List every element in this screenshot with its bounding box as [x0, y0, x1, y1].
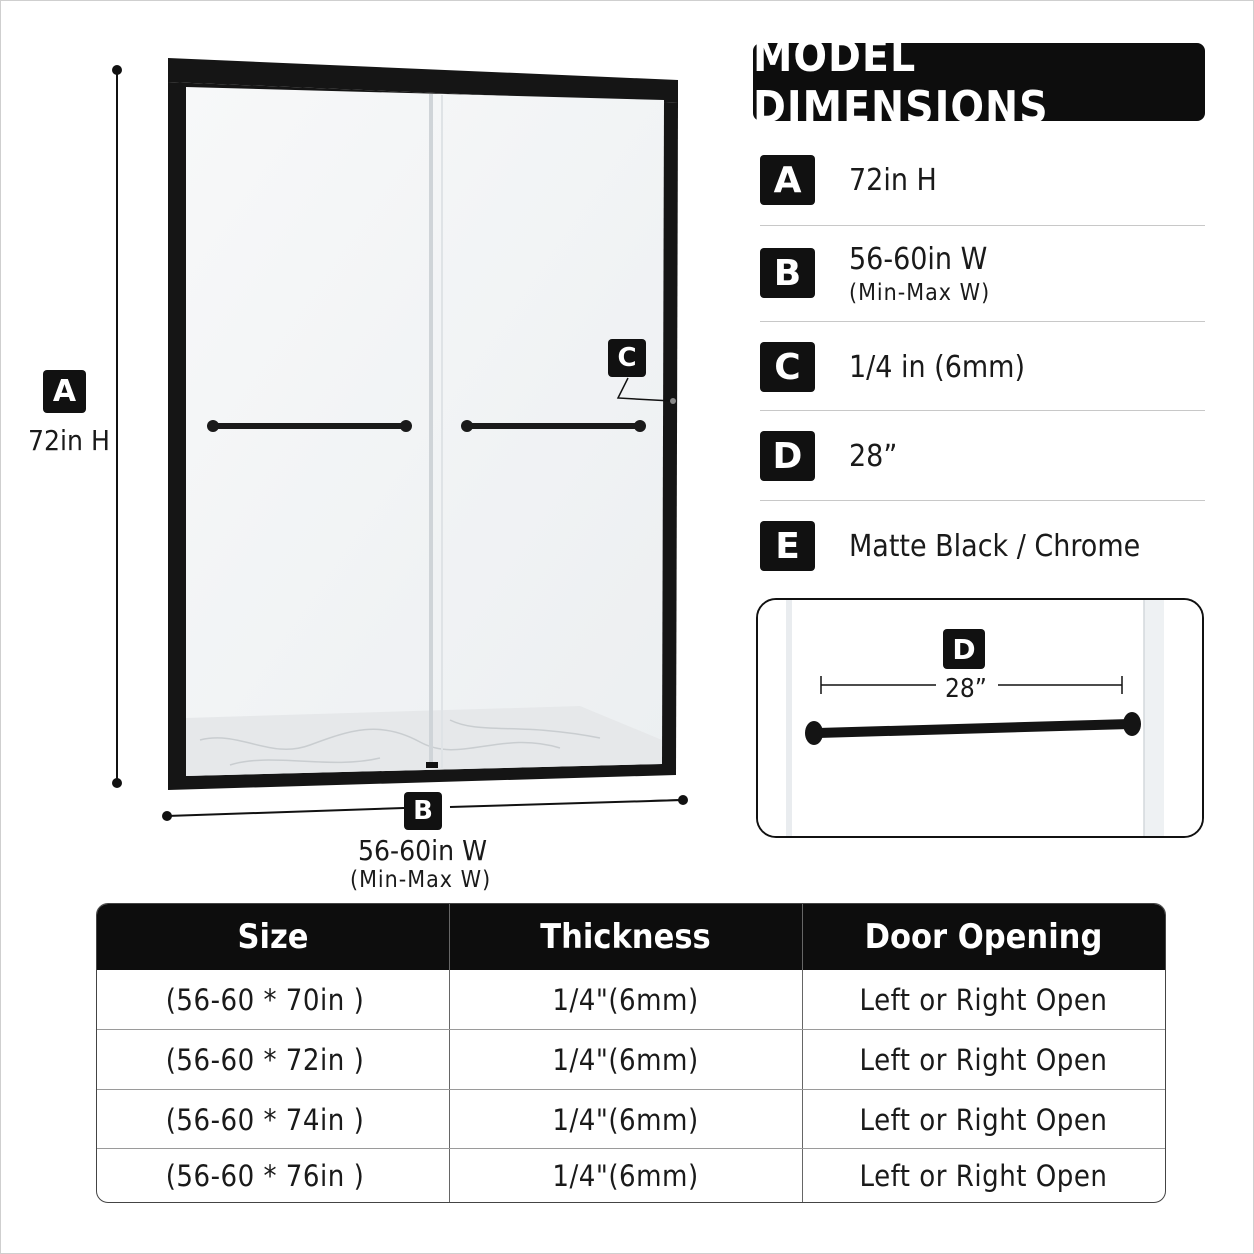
- table-cell-door-opening: Left or Right Open: [859, 1042, 1108, 1077]
- width-dim-extend-left: [167, 808, 404, 816]
- spec-value-width: 56-60in W: [849, 242, 988, 277]
- width-badge: B: [404, 792, 442, 830]
- spec-divider: [760, 500, 1205, 501]
- left-bar-end-2: [400, 420, 412, 432]
- table-header: [97, 904, 1165, 970]
- handle-end-left: [805, 721, 823, 745]
- table-cell-door-opening: Left or Right Open: [859, 982, 1108, 1017]
- spec-value-thickness: 1/4 in (6mm): [849, 350, 1026, 385]
- spec-sub-width: (Min-Max W): [849, 280, 991, 306]
- spec-value-handle: 28”: [849, 439, 898, 474]
- spec-divider: [760, 410, 1205, 411]
- spec-divider: [760, 225, 1205, 226]
- handle-detail-length: 28”: [945, 674, 987, 704]
- handle-detail-badge: D: [943, 629, 985, 669]
- left-bar-end-1: [207, 420, 219, 432]
- height-dimension-bottom-dot: [112, 778, 122, 788]
- shower-base: [186, 706, 662, 776]
- table-cell-size: (56-60 * 72in ): [165, 1042, 365, 1077]
- glass-edge-right: [1144, 600, 1164, 836]
- bottom-guide: [426, 762, 438, 768]
- table-cell-thickness: 1/4"(6mm): [552, 982, 699, 1017]
- spec-table: [96, 903, 1166, 1203]
- thickness-badge: C: [608, 339, 646, 377]
- thickness-leader-dot: [670, 398, 676, 404]
- height-badge: A: [43, 370, 86, 413]
- height-label: 72in H: [28, 424, 110, 457]
- table-header-door-opening: Door Opening: [864, 917, 1103, 957]
- spec-value-finish: Matte Black / Chrome: [849, 529, 1141, 564]
- width-label: 56-60in W: [358, 834, 488, 867]
- spec-letter-c: C: [760, 342, 815, 392]
- table-cell-thickness: 1/4"(6mm): [552, 1102, 699, 1137]
- width-dim-extend-right: [450, 800, 683, 807]
- table-cell-size: (56-60 * 70in ): [165, 982, 365, 1017]
- width-sub-label: (Min-Max W): [350, 867, 492, 893]
- width-dimension-dots: [0, 790, 740, 830]
- model-dimensions-title: MODEL DIMENSIONS: [753, 43, 1205, 121]
- spec-row-width: [760, 242, 1205, 308]
- table-cell-thickness: 1/4"(6mm): [552, 1042, 699, 1077]
- glass-edge-left: [786, 600, 792, 836]
- table-cell-size: (56-60 * 76in ): [165, 1158, 365, 1193]
- table-cell-door-opening: Left or Right Open: [859, 1102, 1108, 1137]
- handle-detail-box: [756, 598, 1204, 838]
- shower-door-diagram: [0, 0, 740, 800]
- spec-row-height: [760, 155, 1205, 210]
- table-header-size: Size: [237, 917, 309, 957]
- width-dimension-left-dot: [162, 811, 172, 821]
- spec-letter-e: E: [760, 521, 815, 571]
- table-cell-thickness: 1/4"(6mm): [552, 1158, 699, 1193]
- door-glass: [186, 87, 664, 776]
- right-bar-end-1: [461, 420, 473, 432]
- spec-value-height: 72in H: [849, 163, 937, 198]
- spec-letter-b: B: [760, 248, 815, 298]
- table-header-thickness: Thickness: [540, 917, 711, 957]
- spec-row-handle: [760, 431, 1205, 486]
- table-cell-size: (56-60 * 74in ): [165, 1102, 365, 1137]
- height-dimension-top-dot: [112, 65, 122, 75]
- width-dimension-right-dot: [678, 795, 688, 805]
- spec-letter-a: A: [760, 155, 815, 205]
- spec-letter-d: D: [760, 431, 815, 481]
- right-bar-end-2: [634, 420, 646, 432]
- handle-end-right: [1123, 712, 1141, 736]
- spec-row-thickness: [760, 342, 1205, 397]
- table-cell-door-opening: Left or Right Open: [859, 1158, 1108, 1193]
- spec-row-finish: [760, 521, 1205, 576]
- spec-divider: [760, 321, 1205, 322]
